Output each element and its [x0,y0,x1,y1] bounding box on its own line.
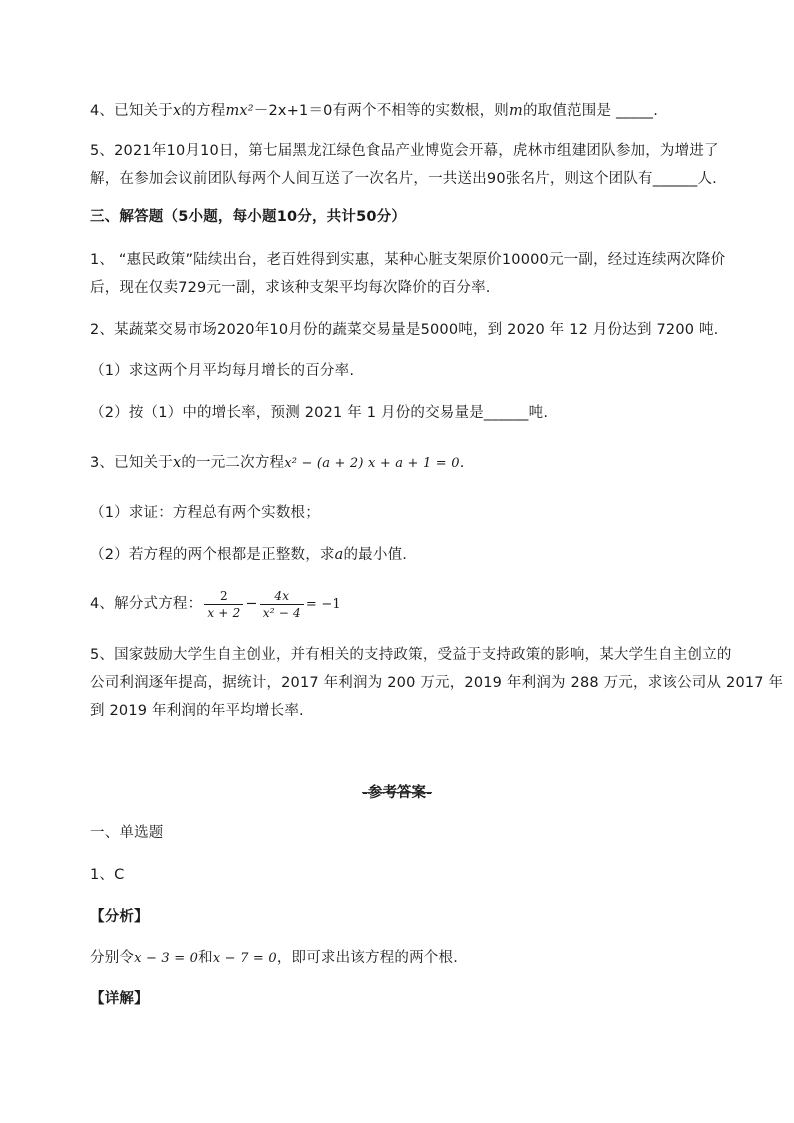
q5-line2-b: 人. [697,171,717,187]
q5-line2-blank: ______ [652,171,698,187]
q4-mid1: 的方程 [181,103,226,119]
answers-title: -参考答案- [361,785,433,801]
analysis-a: 分别令 [90,950,135,966]
analysis-label: 【分析】 [90,909,149,925]
s2-sub2-a: （2）按（1）中的增长率，预测 2021 年 1 月份的交易量是 [90,405,484,421]
s4-rhs: = −1 [305,597,341,612]
solve-question-2-sub1: （1）求这两个月平均每月增长的百分率. [90,363,355,379]
s3-sub2-b: 的最小值. [343,547,408,563]
s3-mid: 的一元二次方程 [181,455,285,471]
s4-frac2-den: x² − 4 [262,605,301,620]
s3-end: . [459,455,465,471]
s4-frac2-num: 4x [260,588,304,605]
solve-question-3-sub1: （1）求证：方程总有两个实数根； [90,505,320,521]
q4-suffix: 的取值范围是 [522,103,612,119]
fill-question-5-line1 [90,141,719,161]
solve-question-3 [90,453,465,474]
answers-item-1: 1、C [90,867,125,883]
q4-var-m2: m [509,103,523,119]
s4-fraction-1 [204,588,243,621]
q4-blank: _____ [615,103,654,119]
s3-prefix: 3、已知关于 [90,455,173,471]
q4-eq: －2x+1＝0 [253,103,333,119]
analysis-eq2: x − 7 = 0 [212,951,277,966]
solve-question-4 [90,585,341,624]
q5-line2-a: 解，在参加会议前团队每两个人间互送了一次名片，一共送出90张名片，则这个团队有 [90,171,653,187]
s3-equation: x² − (a + 2) x + a + 1 = 0 [284,456,460,471]
s4-frac1-num: 2 [204,588,243,605]
s4-fraction-2 [260,588,304,621]
s4-prefix: 4、解分式方程： [90,596,203,612]
detail-label: 【详解】 [90,991,149,1007]
s2-sub2-blank: ______ [483,405,529,421]
q4-x2: x² [239,103,254,119]
s2-sub2-b: 吨. [528,405,549,421]
fill-question-5-line2 [90,169,717,189]
solve-question-5-line2: 公司利润逐年提高，据统计，2017 年利润为 200 万元，2019 年利润为 288 万元，求该公司从 2017 年 [90,675,784,691]
q4-var-x: x [172,103,182,119]
s3-sub2-var: a [334,547,344,563]
analysis-eq1: x − 3 = 0 [134,951,199,966]
q4-mid2: 有两个不相等的实数根，则 [332,103,509,119]
s3-sub2-a: （2）若方程的两个根都是正整数，求 [90,547,335,563]
solve-question-2: 2、某蔬菜交易市场2020年10月份的蔬菜交易量是5000吨，到 2020 年 12 月份达到 7200 吨. [90,322,719,338]
q4-var-m: m [225,103,240,119]
analysis-b: ，即可求出该方程的两个根. [276,950,459,966]
section-3-title: 三、解答题（5小题，每小题10分，共计50分） [90,209,407,225]
q4-end: . [653,103,659,119]
solve-question-1-line1: 1、 “惠民政策”陆续出台，老百姓得到实惠，某种心脏支架原价10000元一副，经过连续两次降价 [90,252,726,268]
s4-minus: − [245,596,258,612]
s3-var-x: x [172,455,182,471]
s4-frac1-den: x + 2 [207,605,241,620]
solve-question-1-line2: 后，现在仅卖729元一副，求该种支架平均每次降价的百分率. [90,280,491,296]
solve-question-5-line3: 到 2019 年利润的年平均增长率. [90,703,304,719]
q4-prefix: 4、已知关于 [90,103,173,119]
answers-section-1: 一、单选题 [90,825,164,841]
solve-question-5-line1: 5、国家鼓励大学生自主创业，并有相关的支持政策，受益于支持政策的影响，某大学生自主创立的 [90,647,732,663]
q5-line1: 5、2021年10月10日，第七届黑龙江绿色食品产业博览会开幕，虎林市组建团队参加，为增进了 [90,143,719,159]
fill-question-4 [90,101,658,121]
solve-question-3-sub2 [90,545,407,565]
analysis-text [90,948,458,969]
solve-question-2-sub2 [90,403,548,423]
analysis-mid: 和 [198,950,213,966]
